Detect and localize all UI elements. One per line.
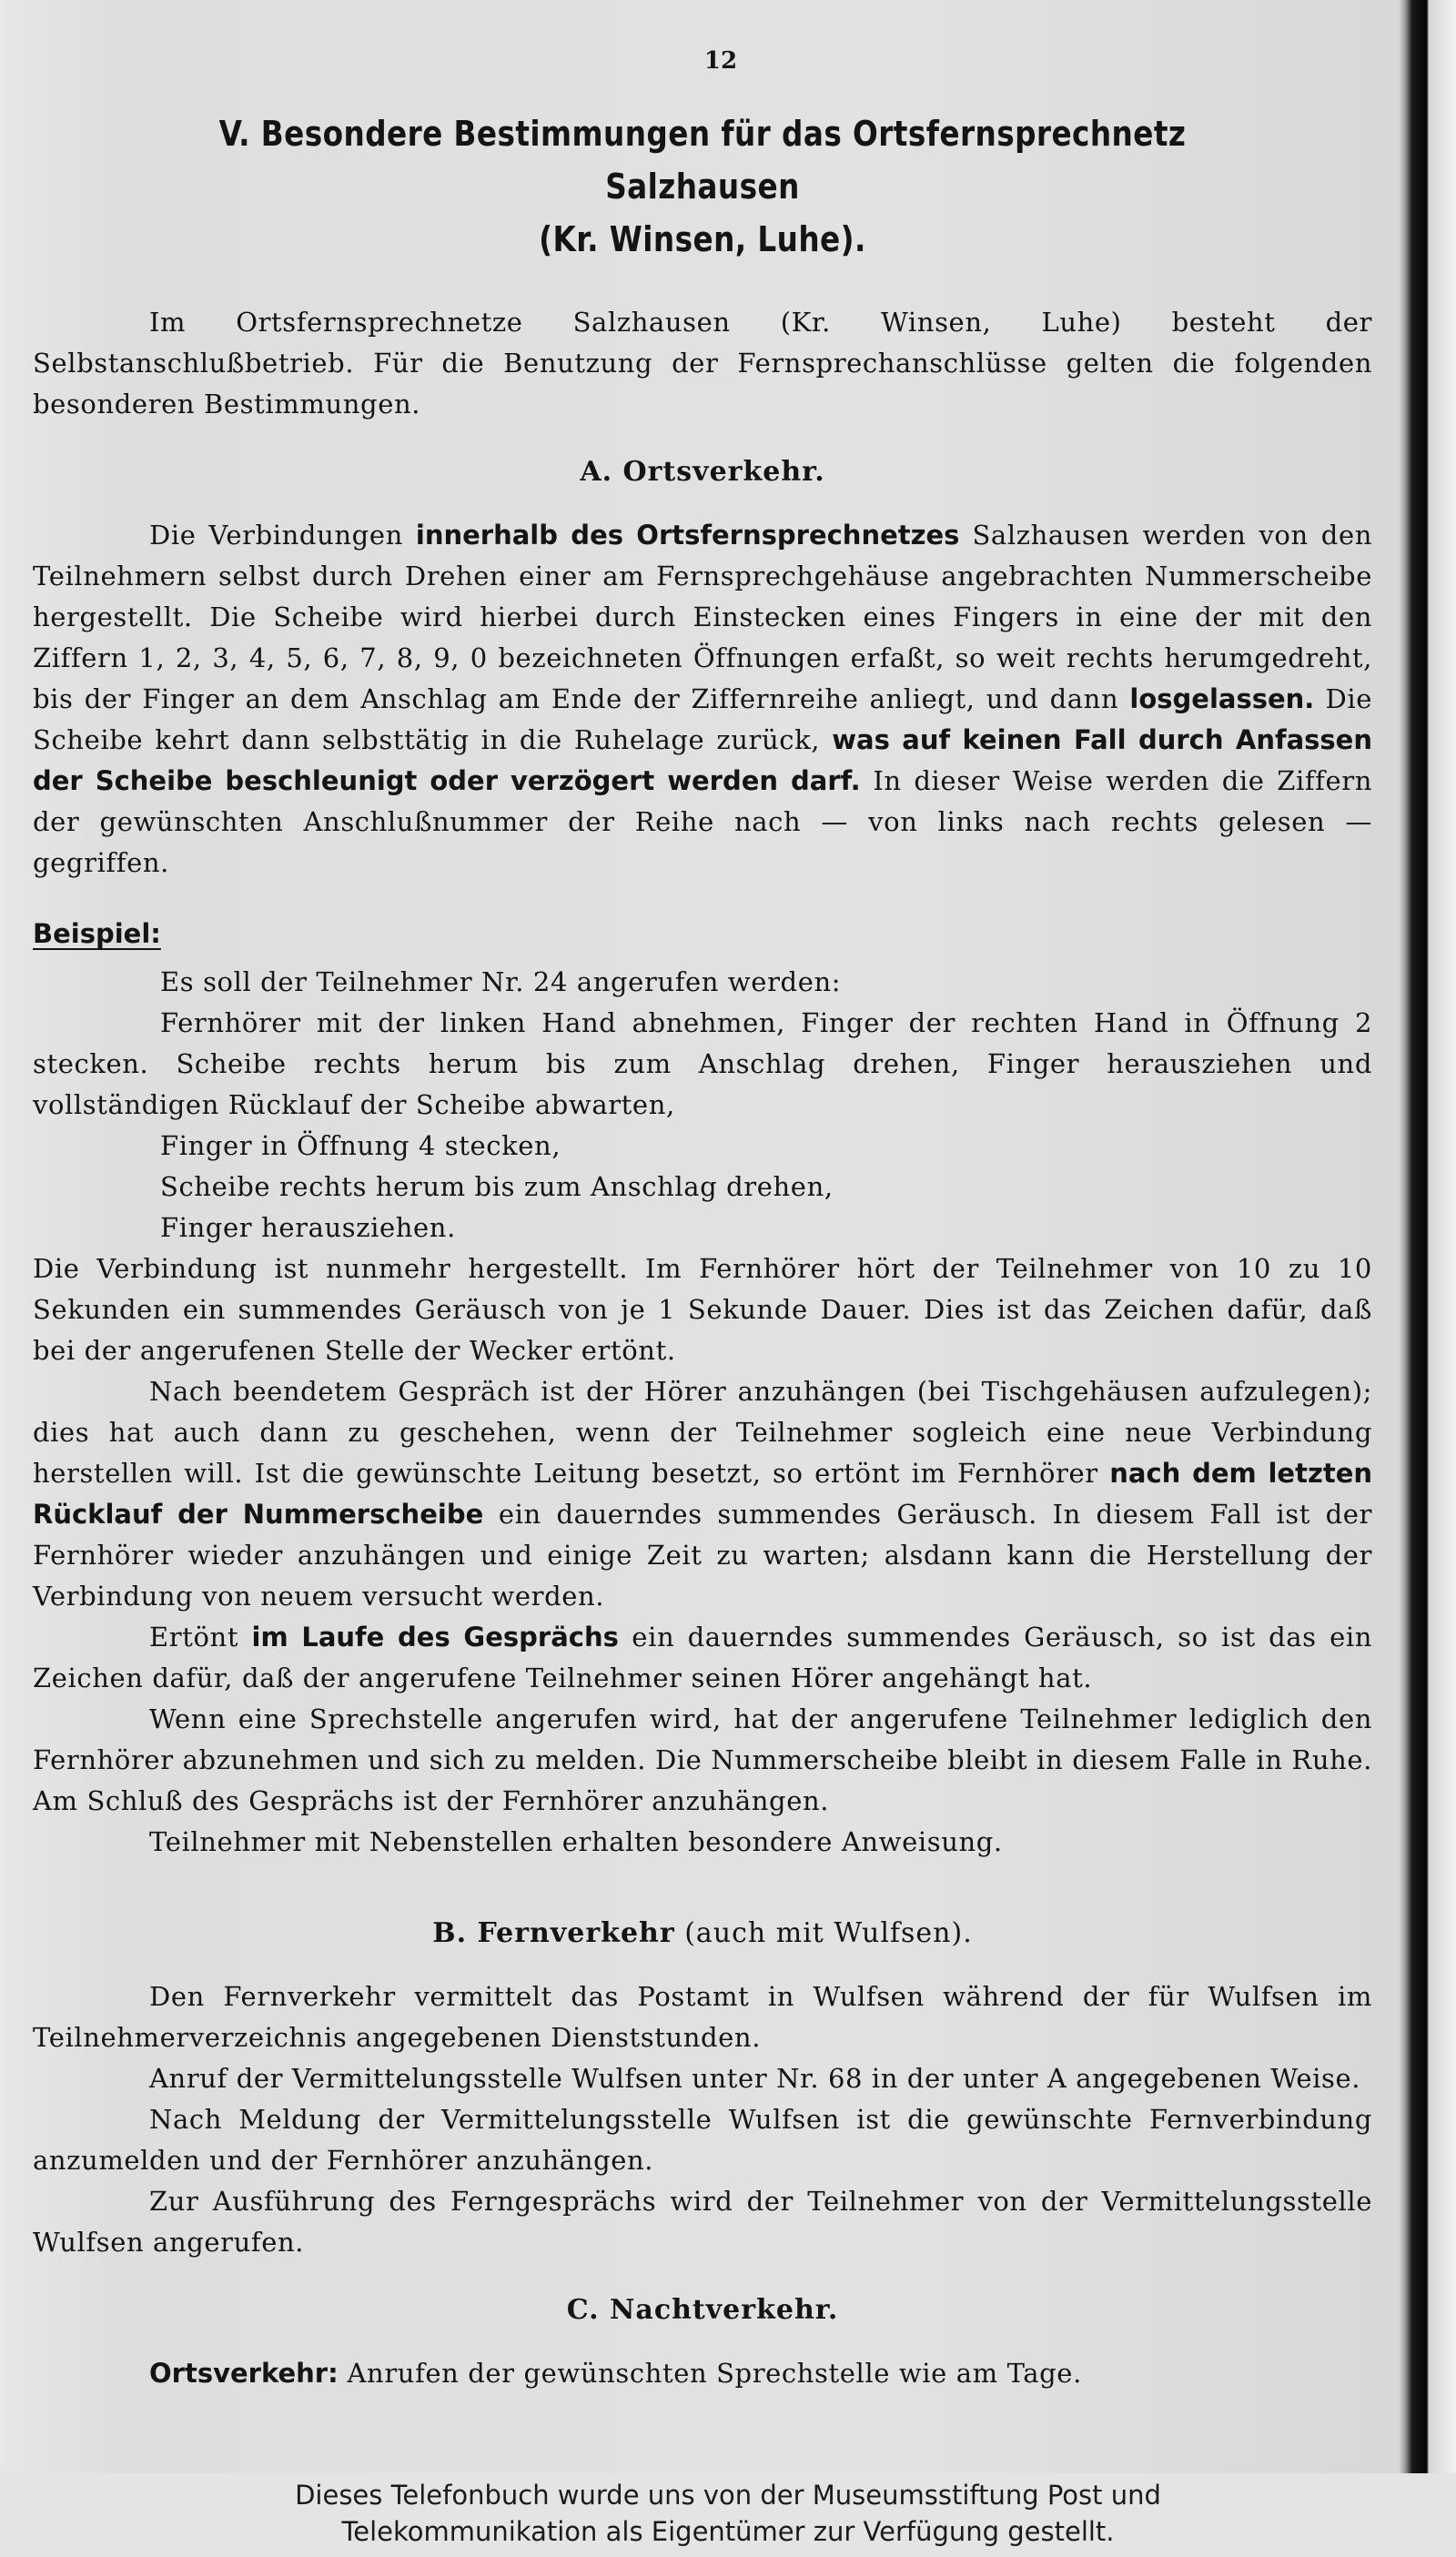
footer-line-1: Dieses Telefonbuch wurde uns von der Museumsstiftung Post und (295, 2480, 1161, 2511)
footer-line-2: Telekommunikation als Eigentümer zur Verfügung gestellt. (341, 2516, 1115, 2547)
emphasis-text: Ortsverkehr: (149, 2358, 339, 2389)
example-line-4: Scheibe rechts herum bis zum Anschlag drehen, (160, 1171, 834, 1202)
section-a-paragraph-5: Wenn eine Sprechstelle angerufen wird, hat der angerufene Teilnehmer lediglich den Fernhörer abzunehmen und sich zu melden. Die Nummerscheibe bleibt in diesem Falle in Ruhe. Am Schluß des Gesprächs ist der Fernhörer anzuhängen. (33, 1703, 1372, 1816)
intro-paragraph: Im Ortsfernsprechnetze Salzhausen (Kr. Winsen, Luhe) besteht der Selbstanschlußbetrieb. Für die Benutzung der Fernsprechanschlüsse gelten die folgenden besonderen Bestimmungen. (33, 307, 1372, 419)
page-title-line2: (Kr. Winsen, Luhe). (539, 219, 866, 259)
emphasis-text: nach dem letzten Rücklauf der Nummerscheibe (33, 1458, 1373, 1530)
example-line-1: Es soll der Teilnehmer Nr. 24 angerufen werden: (160, 966, 842, 997)
emphasis-text: losgelassen. (1129, 683, 1315, 714)
section-b-paragraph-4: Zur Ausführung des Ferngesprächs wird der Teilnehmer von der Vermittelungsstelle Wulfsen angerufen. (33, 2186, 1372, 2258)
text-run: ein dauerndes summendes Geräusch. In diesem Fall ist der Fernhörer wieder anzuhängen und einige Zeit zu warten; alsdann kann die Herstellung der Verbindung von neuem versucht werden. (33, 1499, 1372, 1612)
section-a-paragraph-6: Teilnehmer mit Nebenstellen erhalten besondere Anweisung. (149, 1826, 1003, 1857)
text-run: Salzhausen werden von den Teilnehmern selbst durch Drehen einer am Fernsprechgehäuse angebrachten Nummerscheibe hergestellt. Die Scheibe wird hierbei durch Einstecken eines Fingers in eine der mit den Ziffern 1, 2, 3, 4, 5, 6, 7, 8, 9, 0 bezeichneten Öffnungen erfaßt, so weit rechts herumgedreht, bis der Finger an dem Anschlag am Ende der Ziffernreihe anliegt, und dann (33, 520, 1372, 714)
section-b-title-suffix: (auch mit Wulfsen). (674, 1917, 973, 1949)
section-b-paragraph-1: Den Fernverkehr vermittelt das Postamt in Wulfsen während der für Wulfsen im Teilnehmerverzeichnis angegebenen Dienststunden. (33, 1981, 1372, 2053)
text-run: Ertönt (149, 1622, 252, 1652)
section-b-title (33, 1917, 1372, 1949)
section-c-title: C. Nachtverkehr. (566, 2294, 839, 2326)
copyright-footer (0, 2473, 1456, 2557)
emphasis-text: innerhalb des Ortsfernsprechnetzes (415, 520, 960, 551)
section-b-paragraph-3: Nach Meldung der Vermittelungsstelle Wulfsen ist die gewünschte Fernverbindung anzumelden und der Fernhörer anzuhängen. (33, 2104, 1372, 2176)
section-b-paragraph-2: Anruf der Vermittelungsstelle Wulfsen unter Nr. 68 in der unter A angegebenen Weise. (149, 2063, 1361, 2094)
emphasis-text: im Laufe des Gesprächs (251, 1622, 619, 1652)
section-a-paragraph-3 (33, 1371, 1372, 1617)
page-binding-edge (1400, 0, 1456, 2473)
example-label: Beispiel: (33, 918, 161, 949)
page-title (126, 107, 1279, 266)
section-a-paragraph-1 (33, 515, 1372, 884)
section-c-paragraph-1 (33, 2353, 1372, 2394)
example-line-5: Finger herausziehen. (160, 1212, 456, 1243)
text-run: ein dauerndes summendes Geräusch, so ist das ein Zeichen dafür, daß der angerufene Teilnehmer seinen Hörer angehängt hat. (33, 1622, 1372, 1693)
section-a-paragraph-4 (33, 1617, 1372, 1699)
page-number: 12 (703, 47, 738, 75)
text-run: In dieser Weise werden die Ziffern der gewünschten Anschlußnummer der Reihe nach — von links nach rechts gelesen — gegriffen. (33, 765, 1373, 878)
example-line-3: Finger in Öffnung 4 stecken, (160, 1130, 561, 1161)
text-run: Anrufen der gewünschten Sprechstelle wie am Tage. (338, 2358, 1082, 2389)
emphasis-text: was auf keinen Fall durch Anfassen der Scheibe beschleunigt oder verzögert werden darf. (33, 724, 1372, 796)
text-run: Die Scheibe kehrt dann selbsttätig in die Ruhelage zurück, (33, 683, 1372, 755)
page-title-line1: V. Besondere Bestimmungen für das Ortsfernsprechnetz Salzhausen (218, 114, 1187, 207)
section-a-title: A. Ortsverkehr. (580, 456, 825, 488)
example-line-2: Fernhörer mit der linken Hand abnehmen, Finger der rechten Hand in Öffnung 2 stecken. Scheibe rechts herum bis zum Anschlag drehen, Finger herausziehen und vollständigen Rücklauf der Scheibe abwarten, (33, 1007, 1372, 1120)
text-run: Die Verbindungen (149, 520, 416, 551)
section-b-title-text: B. Fernverkehr (432, 1917, 675, 1949)
section-a-paragraph-2: Die Verbindung ist nunmehr hergestellt. Im Fernhörer hört der Teilnehmer von 10 zu 10 Sekunden ein summendes Geräusch von je 1 Sekunde Dauer. Dies ist das Zeichen dafür, daß bei der angerufenen Stelle der Wecker ertönt. (33, 1253, 1372, 1366)
text-run: Nach beendetem Gespräch ist der Hörer anzuhängen (bei Tischgehäusen aufzulegen); dies hat auch dann zu geschehen, wenn der Teilnehmer sogleich eine neue Verbindung herstellen will. Ist die gewünschte Leitung besetzt, so ertönt im Fernhörer (33, 1376, 1372, 1489)
page-content (33, 47, 1372, 2394)
